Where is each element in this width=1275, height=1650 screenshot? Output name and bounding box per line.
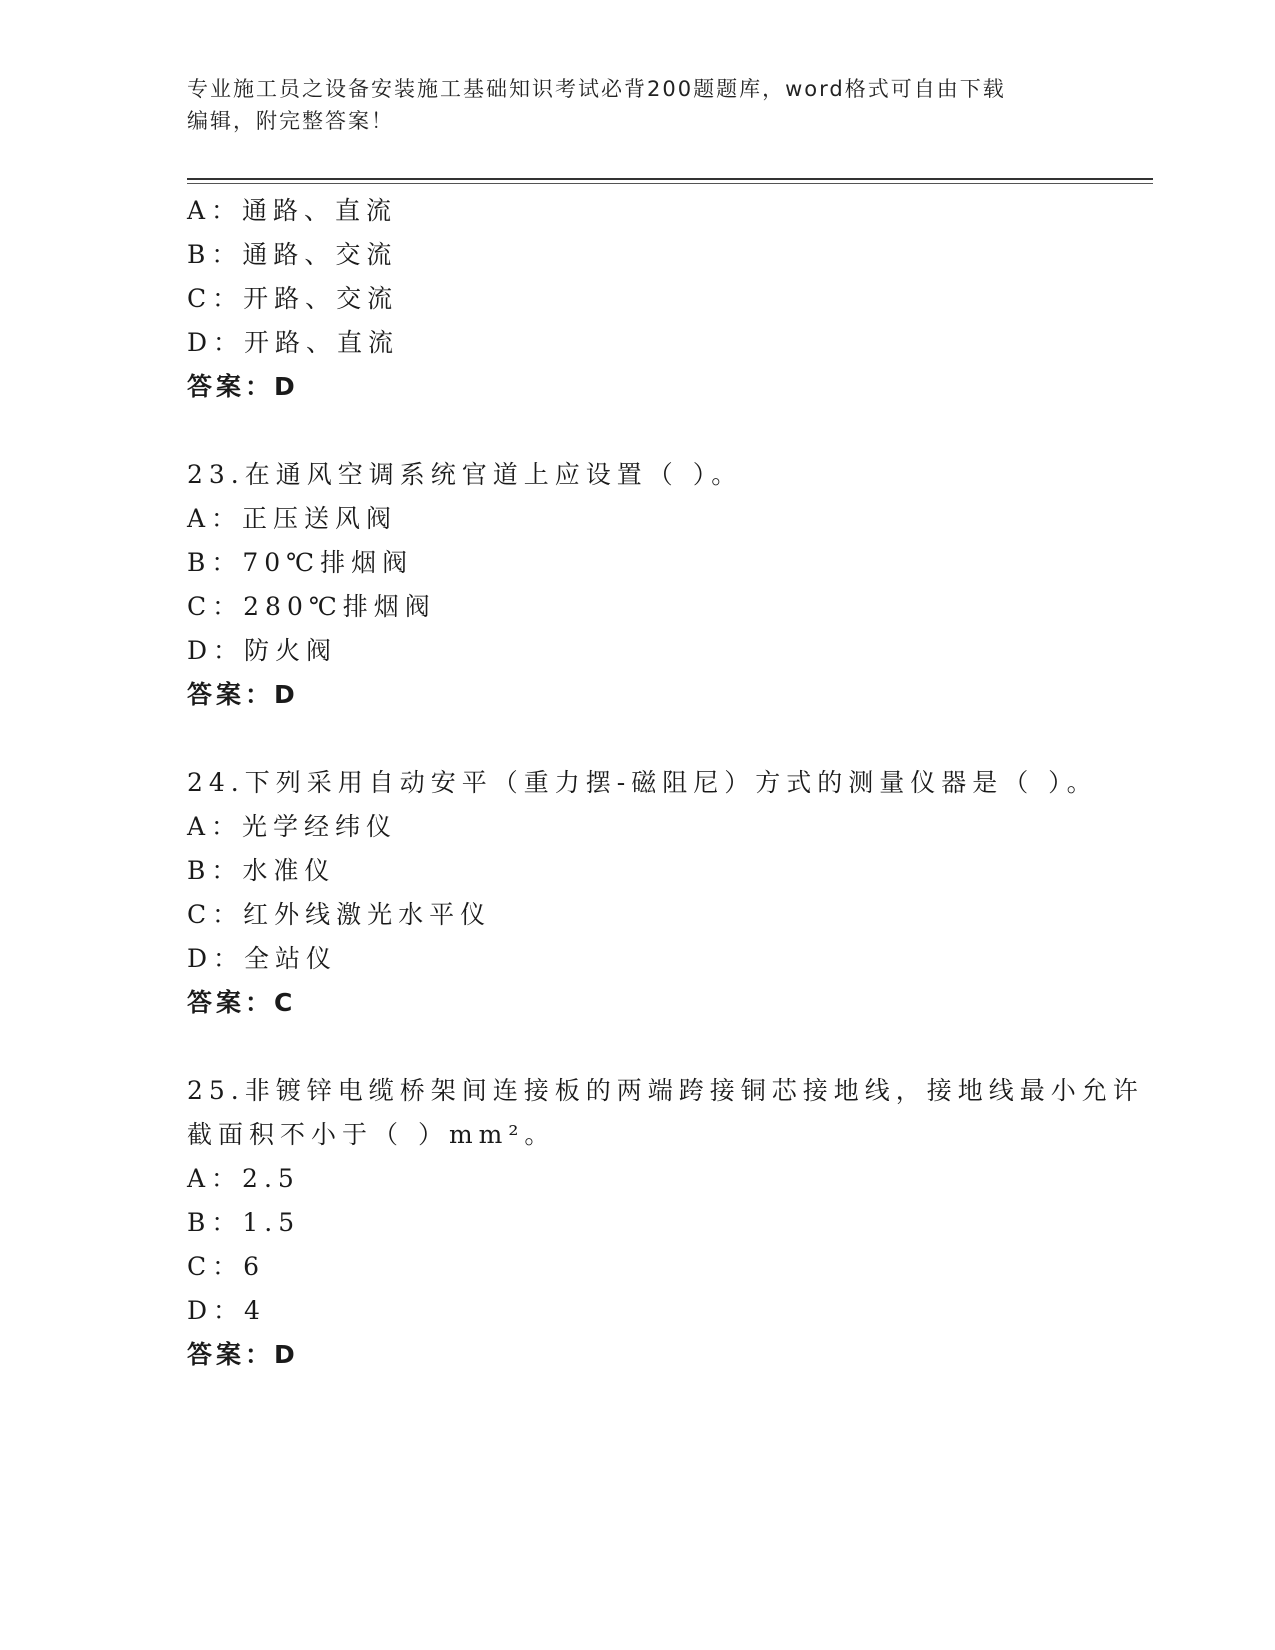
q23-option-a: A：正压送风阀	[187, 504, 398, 533]
header-line-2: 编辑，附完整答案！	[187, 109, 394, 133]
q22-option-c: C：开路、交流	[187, 284, 399, 313]
header-line-1: 专业施工员之设备安装施工基础知识考试必背200题题库，word格式可自由下载	[187, 77, 1006, 101]
q25-option-a: A：2.5	[187, 1164, 300, 1193]
q22-option-b: B：通路、交流	[187, 240, 398, 269]
header-divider-thin	[187, 183, 1153, 184]
q24-option-c: C：红外线激光水平仪	[187, 900, 492, 929]
q25-option-c: C：6	[187, 1252, 266, 1281]
q24-answer: 答案：C	[187, 988, 297, 1017]
q22-option-a: A：通路、直流	[187, 196, 398, 225]
q25-question-line-1: 25.非镀锌电缆桥架间连接板的两端跨接铜芯接地线，接地线最小允许	[187, 1076, 1144, 1105]
q25-option-d: D：4	[187, 1296, 266, 1325]
header-divider-thick	[187, 178, 1153, 180]
q23-option-b: B：70℃排烟阀	[187, 548, 414, 577]
q23-question: 23.在通风空调系统官道上应设置（ ）。	[187, 460, 743, 489]
q22-answer: 答案：D	[187, 372, 299, 401]
document-header	[187, 73, 1087, 137]
q25-answer: 答案：D	[187, 1340, 299, 1369]
q24-question: 24.下列采用自动安平（重力摆-磁阻尼）方式的测量仪器是（ ）。	[187, 768, 1098, 797]
q24-option-a: A：光学经纬仪	[187, 812, 398, 841]
q23-answer: 答案：D	[187, 680, 299, 709]
q25-option-b: B：1.5	[187, 1208, 301, 1237]
q24-option-b: B：水准仪	[187, 856, 336, 885]
q25-question-line-2: 截面积不小于（ ）mm²。	[187, 1120, 556, 1149]
q22-option-d: D：开路、直流	[187, 328, 400, 357]
q23-option-c: C：280℃排烟阀	[187, 592, 436, 621]
q24-option-d: D：全站仪	[187, 944, 338, 973]
q23-option-d: D：防火阀	[187, 636, 338, 665]
